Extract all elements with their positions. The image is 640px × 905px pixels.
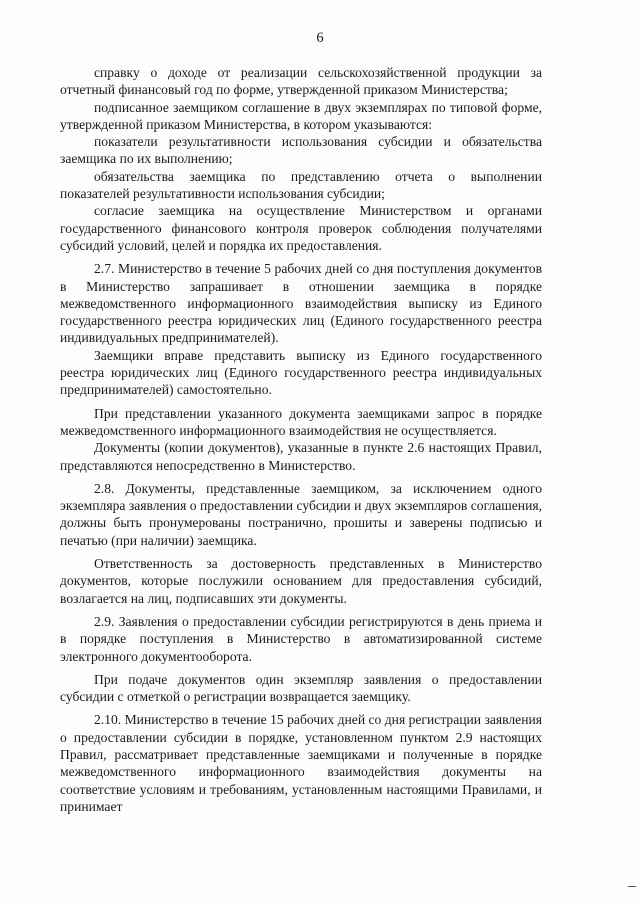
paragraph-2-7: 2.7. Министерство в течение 5 рабочих дней со дня поступления документов в Министерство запрашивает в отношении заемщика в порядке межведомственного информационного взаимодействия выписку из Единого государственного реестра юридических лиц (Единого государственного реестра индивидуальных предпринимателей). xyxy=(60,261,542,346)
scan-edge-mark xyxy=(628,886,636,887)
paragraph-report-obligations: обязательства заемщика по представлению отчета о выполнении показателей результативности использования субсидии; xyxy=(60,168,542,202)
paragraph-performance-indicators: показатели результативности использования субсидии и обязательства заемщика по их выполнению; xyxy=(60,134,542,167)
paragraph-register-extract: Заемщики вправе представить выписку из Единого государственного реестра юридических лиц (Единого государственного реестра индивидуальных предпринимателей) самостоятельно. xyxy=(60,347,542,398)
paragraph-no-request: При представлении указанного документа заемщиками запрос в порядке межведомственного информационного взаимодействия не осуществляется. xyxy=(60,405,542,438)
paragraph-signed-agreement: подписанное заемщиком соглашение в двух экземплярах по типовой форме, утвержденной приказом Министерства, в котором указываются: xyxy=(60,99,542,132)
paragraph-2-10: 2.10. Министерство в течение 15 рабочих дней со дня регистрации заявления о предоставлении субсидии в порядке, установленном пунктом 2.9 настоящих Правил, рассматривает представленные заемщиками и полученные в порядке межведомственного информационного взаимодействия документы на соответствие условиям и требованиям, установленным настоящими Правилами, и принимает xyxy=(60,712,542,814)
page-number: 6 xyxy=(316,30,324,46)
paragraph-registration-copy: При подаче документов один экземпляр заявления о предоставлении субсидии с отметкой о регистрации возвращается заемщику. xyxy=(60,671,542,705)
paragraph-income-certificate: справку о доходе от реализации сельскохозяйственной продукции за отчетный финансовый год по форме, утвержденной приказом Министерства; xyxy=(60,65,542,98)
paragraph-consent-to-audit: согласие заемщика на осуществление Министерством и органами государственного финансового контроля проверок соблюдения получателями субсидий условий, целей и порядка их предоставления. xyxy=(60,203,542,253)
paragraph-documents-submitted: Документы (копии документов), указанные в пункте 2.6 настоящих Правил, представляются непосредственно в Министерство. xyxy=(60,440,542,473)
paragraph-responsibility: Ответственность за достоверность представленных в Министерство документов, которые послужили основанием для предоставления субсидий, возлагается на лиц, подписавших эти документы. xyxy=(60,556,542,606)
paragraph-2-8: 2.8. Документы, представленные заемщиком, за исключением одного экземпляра заявления о предоставлении субсидии и двух экземпляров соглашения, должны быть пронумерованы постранично, прошиты и заверены подписью и печатью (при наличии) заемщика. xyxy=(60,480,542,548)
document-body xyxy=(60,64,542,815)
paragraph-2-9: 2.9. Заявления о предоставлении субсидии регистрируются в день приема и в порядке поступления в Министерство в автоматизированной системе электронного документооборота. xyxy=(60,613,542,664)
